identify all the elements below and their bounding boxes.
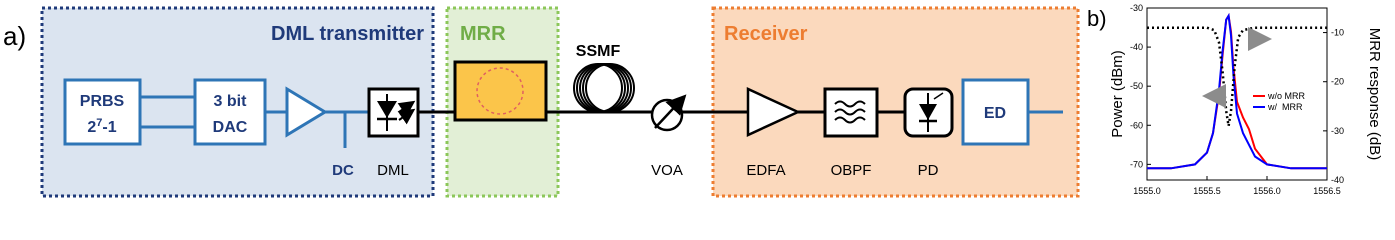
edfa-label: EDFA xyxy=(746,162,786,179)
y-tick-label: -60 xyxy=(1129,120,1143,131)
y-tick-label: -30 xyxy=(1129,3,1143,13)
y2-tick-label: -20 xyxy=(1331,76,1345,87)
voa-label: VOA xyxy=(651,162,683,179)
y-axis-title: Power (dBm) xyxy=(1109,50,1126,138)
dc-label: DC xyxy=(332,162,354,179)
pd-label: PD xyxy=(917,162,939,179)
x-tick-label: 1556.0 xyxy=(1253,186,1281,196)
prbs-label: PRBS xyxy=(79,93,125,110)
dml-label: DML xyxy=(377,162,409,179)
x-tick-label: 1556.5 xyxy=(1313,186,1341,196)
receiver-title: Receiver xyxy=(724,23,808,45)
y2-axis-title: MRR response (dB) xyxy=(1366,27,1383,161)
dml-laser-icon xyxy=(369,89,418,136)
voa-icon xyxy=(652,98,683,130)
dac-label-line1: 3 bit xyxy=(213,93,247,110)
ssmf-label: SSMF xyxy=(575,43,621,60)
y-tick-label: -70 xyxy=(1129,159,1143,170)
ed-label: ED xyxy=(983,105,1007,122)
photodiode-icon xyxy=(905,89,952,136)
y-tick-label: -50 xyxy=(1129,81,1143,92)
y2-tick-label: -40 xyxy=(1331,175,1345,185)
mrr-title: MRR xyxy=(460,23,506,45)
y2-tick-label: -30 xyxy=(1331,125,1345,136)
panel-b-label: b) xyxy=(1087,6,1107,31)
dac-label-line2: DAC xyxy=(212,119,248,136)
fiber-spool-icon xyxy=(574,64,634,112)
prbs-sequence: $2^7-1$ xyxy=(87,117,117,136)
spectrum-chart xyxy=(1109,3,1383,196)
x-tick-label: 1555.0 xyxy=(1133,186,1161,196)
panel-a-label: a) xyxy=(3,21,27,51)
obpf-label: OBPF xyxy=(830,162,872,179)
legend-label-w-mrr: w/ MRR xyxy=(1268,102,1303,112)
legend-label-wo-mrr: w/o MRR xyxy=(1268,91,1306,101)
y-tick-label: -40 xyxy=(1129,42,1143,53)
optical-bandpass-filter-icon xyxy=(825,89,877,136)
transmitter-title: DML transmitter xyxy=(271,23,424,45)
mrr-ring-icon xyxy=(455,62,546,120)
y2-tick-label: -10 xyxy=(1331,27,1345,38)
x-tick-label: 1555.5 xyxy=(1193,186,1221,196)
